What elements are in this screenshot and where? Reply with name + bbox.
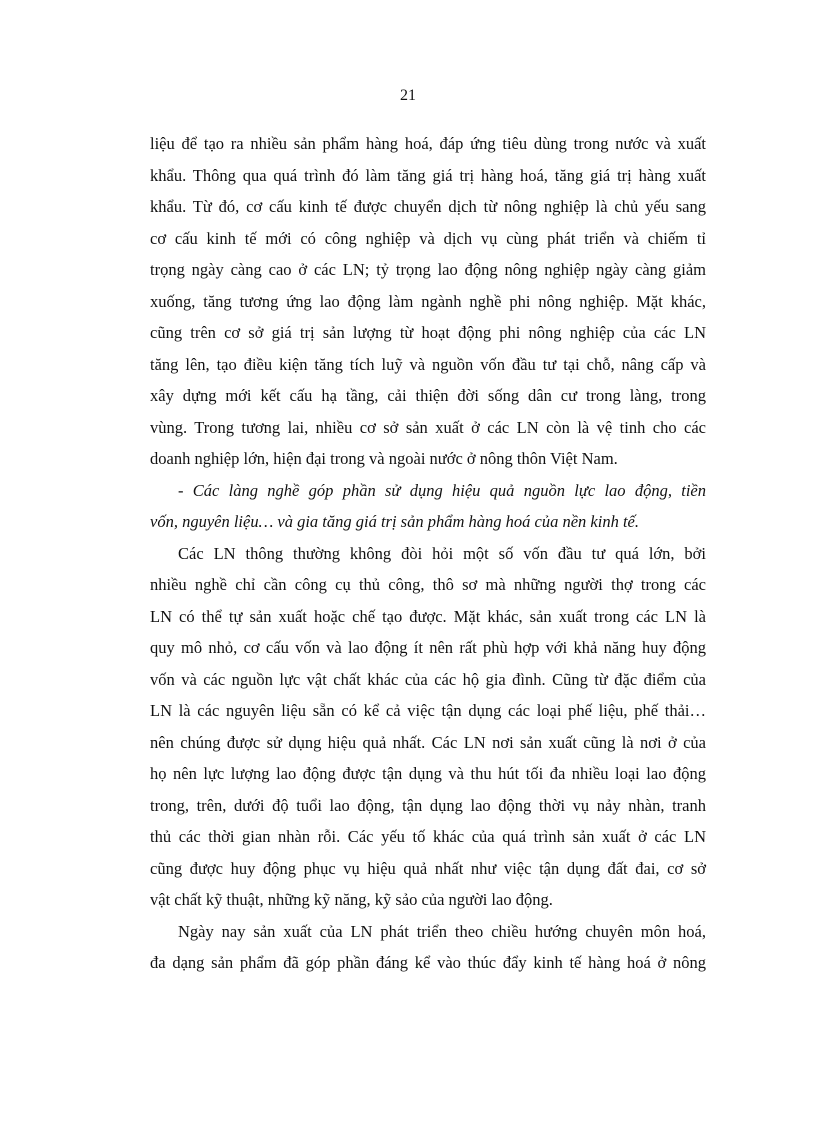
text-line: LN là các nguyên liệu sẵn có kể cả việc tận dụng các loại phế liệu, phế thải… [150,701,706,720]
paragraph-p4 [150,916,706,979]
text-line: xây dựng mới kết cấu hạ tầng, cải thiện đời sống dân cư trong làng, trong [150,386,706,405]
page-number: 21 [400,87,416,104]
text-line: khẩu. Từ đó, cơ cấu kinh tế được chuyển dịch từ nông nghiệp là chủ yếu sang [150,197,706,216]
text-line: Các LN thông thường không đòi hỏi một số vốn đầu tư quá lớn, bởi [178,543,706,563]
text-line: xuống, tăng tương ứng lao động làm ngành nghề phi nông nghiệp. Mặt khác, [150,291,706,311]
text-line: đa dạng sản phẩm đã góp phần đáng kể vào thúc đẩy kinh tế hàng hoá ở nông [150,953,706,972]
text-line: liệu để tạo ra nhiều sản phẩm hàng hoá, đáp ứng tiêu dùng trong nước và xuất [150,134,706,153]
text-line: LN có thể tự sản xuất hoặc chế tạo được. Mặt khác, sản xuất trong các LN là [150,606,706,626]
text-line: vùng. Trong tương lai, nhiều cơ sở sản xuất ở các LN còn là vệ tinh cho các [150,417,706,437]
text-line: cũng trên cơ sở giá trị sản lượng từ hoạt động phi nông nghiệp của các LN [150,323,706,342]
paragraph-p1 [150,128,706,475]
body-text [150,128,706,979]
text-line: thủ các thời gian nhàn rỗi. Các yếu tố khác của quá trình sản xuất ở các LN [150,827,706,846]
text-line: cũng được huy động phục vụ hiệu quả nhất như việc tận dụng đất đai, cơ sở [150,858,706,878]
text-line: khẩu. Thông qua quá trình đó làm tăng giá trị hàng hoá, tăng giá trị hàng xuất [150,165,706,185]
paragraph-p2 [150,475,706,538]
text-line: quy mô nhỏ, cơ cấu vốn và lao động ít nên rất phù hợp với khả năng huy động [150,638,706,657]
text-line: họ nên lực lượng lao động được tận dụng và thu hút tối đa nhiều loại lao động [150,764,706,783]
text-line: tăng lên, tạo điều kiện tăng tích luỹ và nguồn vốn đầu tư tại chỗ, nâng cấp và [150,354,706,374]
text-line: vốn, nguyên liệu… và gia tăng giá trị sản phẩm hàng hoá của nền kinh tế. [150,512,639,531]
paragraph-p3 [150,538,706,916]
text-line: vốn và các nguồn lực vật chất khác của các hộ gia đình. Cũng từ đặc điểm của [150,669,706,689]
text-line: trong, trên, dưới độ tuổi lao động, tận dụng lao động thời vụ nảy nhàn, tranh [150,795,706,815]
text-line: Ngày nay sản xuất của LN phát triển theo chiều hướng chuyên môn hoá, [178,921,706,941]
text-line: nên chúng được sử dụng hiệu quả nhất. Các LN nơi sản xuất cũng là nơi ở của [150,732,706,752]
text-line: trọng ngày càng cao ở các LN; tỷ trọng lao động nông nghiệp ngày càng giảm [150,260,706,279]
text-line: nhiều nghề chỉ cần công cụ thủ công, thô sơ mà những người thợ trong các [150,575,706,594]
text-line: vật chất kỹ thuật, những kỹ năng, kỹ sảo của người lao động. [150,890,553,909]
text-line: cơ cấu kinh tế mới có công nghiệp và dịch vụ cùng phát triển và chiếm tỉ [150,228,706,248]
text-line: doanh nghiệp lớn, hiện đại trong và ngoài nước ở nông thôn Việt Nam. [150,449,618,468]
text-line: - Các làng nghề góp phần sử dụng hiệu quả nguồn lực lao động, tiền [178,480,706,500]
